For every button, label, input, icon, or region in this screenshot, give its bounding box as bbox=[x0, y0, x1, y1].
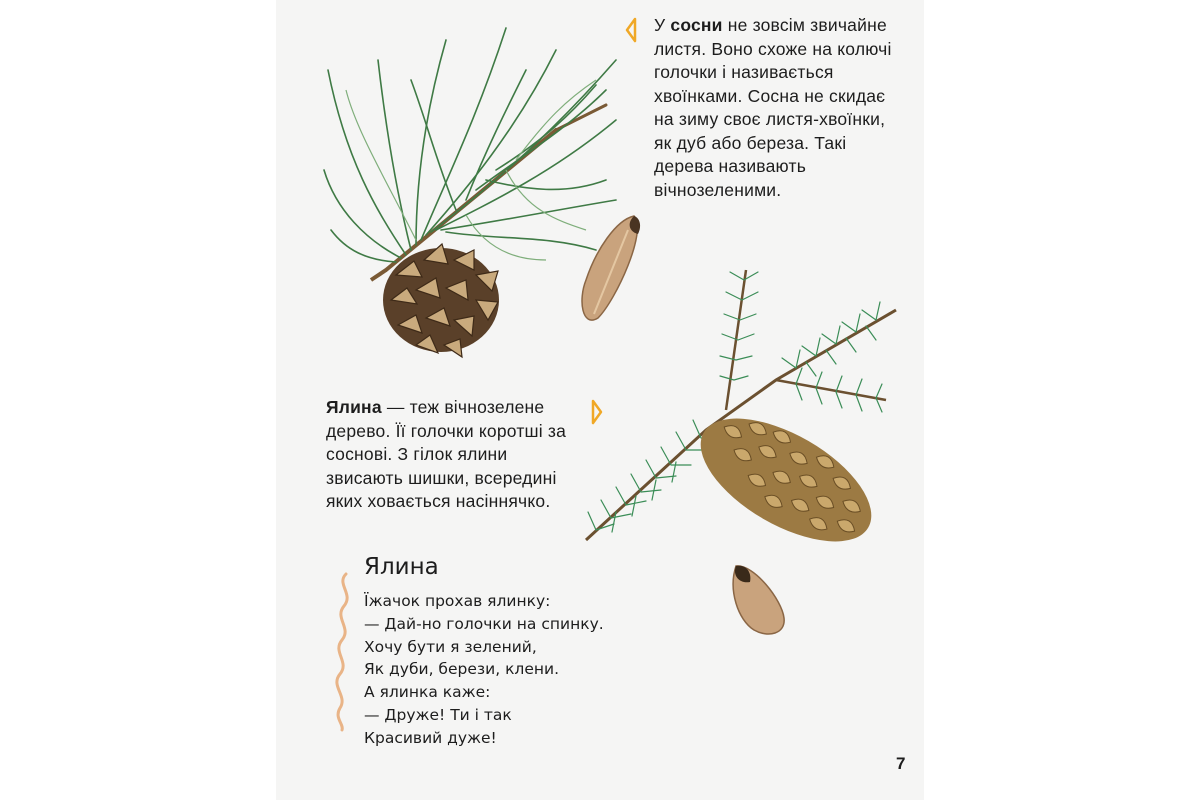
poem-line: — Друже! Ти і так bbox=[364, 705, 512, 724]
poem-line: — Дай-но голочки на спинку. bbox=[364, 614, 604, 633]
spruce-branch-illustration bbox=[576, 250, 911, 580]
triangle-left-icon bbox=[624, 16, 638, 44]
poem-line: Їжачок прохав ялинку: bbox=[364, 592, 551, 610]
book-page bbox=[276, 0, 924, 800]
page-number: 7 bbox=[896, 754, 906, 773]
triangle-right-icon bbox=[590, 398, 604, 426]
poem-line: Хочу бути я зелений, bbox=[364, 637, 537, 656]
poem-body bbox=[364, 590, 664, 750]
poem-title: Ялина bbox=[364, 554, 439, 580]
pine-description: У сосни не зовсім звичайне листя. Воно схоже на колючі голочки і називається хвоїнками. Сосна не скидає на зиму своє листя-хвоїнки, як дуб або береза. Такі дерева називають вічнозеленими. bbox=[654, 15, 892, 200]
poem-line: Красивий дуже! bbox=[364, 728, 497, 747]
poem-line: А ялинка каже: bbox=[364, 683, 491, 702]
pine-bold-word: сосни bbox=[670, 15, 723, 35]
spruce-bold-word: Ялина bbox=[326, 397, 382, 417]
decorative-squiggle bbox=[332, 572, 356, 732]
spruce-description: Ялина — теж вічнозелене дерево. Її голочки коротші за соснові. З гілок ялини звисають шишки, всередині яких ховається насіннячко. bbox=[326, 397, 567, 511]
poem-line: Як дуби, берези, клени. bbox=[364, 660, 560, 679]
spruce-seed-illustration bbox=[724, 560, 794, 640]
